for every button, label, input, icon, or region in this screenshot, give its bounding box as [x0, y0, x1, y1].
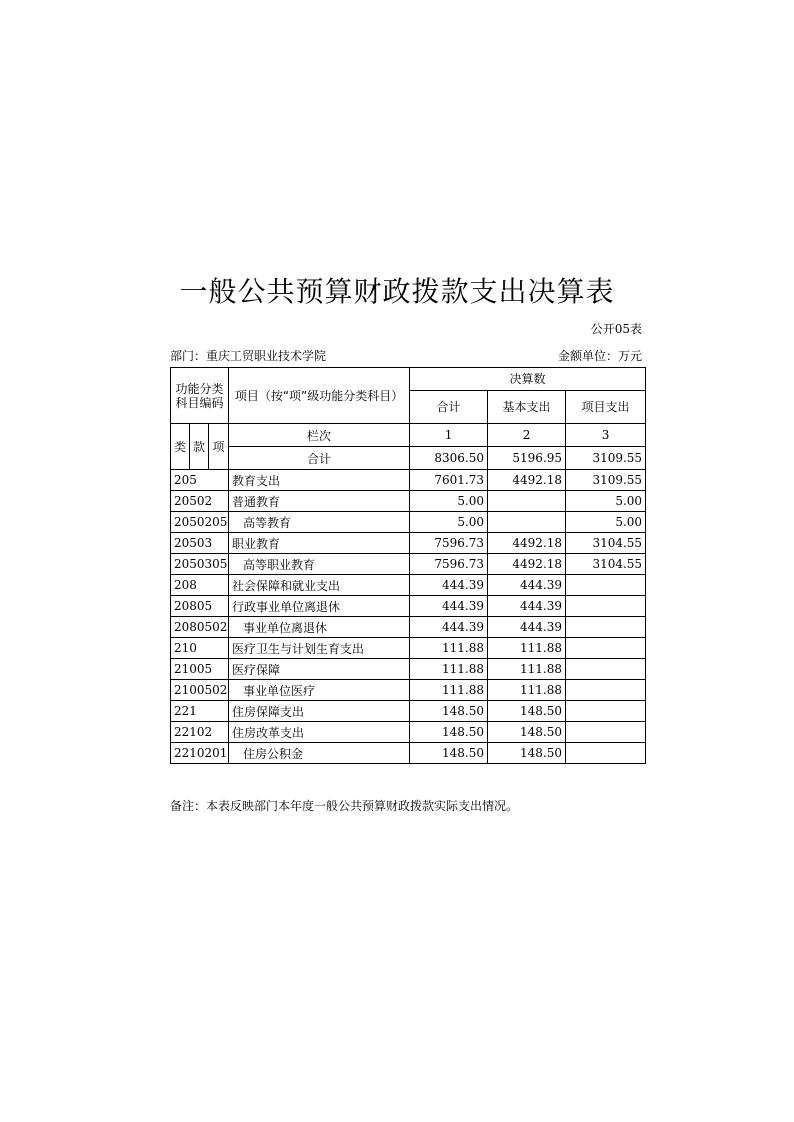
row-basic: 444.39 — [488, 617, 566, 638]
row-basic: 111.88 — [488, 659, 566, 680]
row-project — [566, 617, 646, 638]
row-basic: 444.39 — [488, 575, 566, 596]
row-basic: 4492.18 — [488, 533, 566, 554]
table-row — [171, 554, 646, 575]
row-project — [566, 722, 646, 743]
row-item-name: 社会保障和就业支出 — [229, 575, 410, 596]
row-project: 3104.55 — [566, 554, 646, 575]
row-basic — [488, 491, 566, 512]
table-row — [171, 701, 646, 722]
table-row — [171, 491, 646, 512]
row-code: 221 — [171, 701, 229, 722]
table-row — [171, 512, 646, 533]
xiang-header: 项 — [209, 424, 229, 470]
row-item-name: 住房公积金 — [229, 743, 410, 764]
row-total: 7601.73 — [410, 470, 488, 491]
row-project — [566, 596, 646, 617]
row-project — [566, 638, 646, 659]
row-code: 210 — [171, 638, 229, 659]
row-basic — [488, 512, 566, 533]
column-index-1: 1 — [410, 424, 488, 447]
row-item-name: 事业单位离退休 — [229, 617, 410, 638]
budget-table — [170, 367, 646, 764]
row-project — [566, 575, 646, 596]
row-project: 3104.55 — [566, 533, 646, 554]
lei-header: 类 — [171, 424, 190, 470]
table-row — [171, 743, 646, 764]
sum-row — [171, 447, 646, 470]
row-item-name: 职业教育 — [229, 533, 410, 554]
basic-column-header: 基本支出 — [488, 391, 566, 424]
row-item-name: 住房改革支出 — [229, 722, 410, 743]
row-total: 148.50 — [410, 722, 488, 743]
row-basic: 111.88 — [488, 638, 566, 659]
sum-basic: 5196.95 — [488, 447, 566, 470]
column-index-3: 3 — [566, 424, 646, 447]
table-row — [171, 638, 646, 659]
row-basic: 148.50 — [488, 701, 566, 722]
row-basic: 148.50 — [488, 743, 566, 764]
item-column-header: 项目（按“项”级功能分类科目） — [229, 368, 410, 424]
row-basic: 4492.18 — [488, 470, 566, 491]
row-project: 3109.55 — [566, 470, 646, 491]
row-code: 2100502 — [171, 680, 229, 701]
table-row — [171, 659, 646, 680]
row-project: 5.00 — [566, 491, 646, 512]
table-row — [171, 533, 646, 554]
row-total: 111.88 — [410, 680, 488, 701]
row-basic: 444.39 — [488, 596, 566, 617]
unit-label: 金额单位：万元 — [557, 349, 642, 363]
table-row — [171, 680, 646, 701]
sum-label: 合计 — [229, 447, 410, 470]
row-total: 7596.73 — [410, 554, 488, 575]
footnote: 备注：本表反映部门本年度一般公共预算财政拨款实际支出情况。 — [170, 799, 519, 813]
row-code: 21005 — [171, 659, 229, 680]
sum-total: 8306.50 — [410, 447, 488, 470]
row-total: 7596.73 — [410, 533, 488, 554]
row-basic: 111.88 — [488, 680, 566, 701]
row-item-name: 高等职业教育 — [229, 554, 410, 575]
row-total: 148.50 — [410, 743, 488, 764]
table-row — [171, 722, 646, 743]
row-item-name: 医疗卫生与计划生育支出 — [229, 638, 410, 659]
settlement-group-header: 决算数 — [410, 368, 646, 391]
row-project — [566, 659, 646, 680]
row-code: 2050305 — [171, 554, 229, 575]
table-row — [171, 596, 646, 617]
row-item-name: 行政事业单位离退休 — [229, 596, 410, 617]
row-total: 444.39 — [410, 575, 488, 596]
row-total: 111.88 — [410, 638, 488, 659]
code-group-header: 功能分类科目编码 — [171, 368, 229, 424]
form-code: 公开05表 — [590, 322, 642, 336]
row-code: 205 — [171, 470, 229, 491]
table-row — [171, 470, 646, 491]
row-basic: 148.50 — [488, 722, 566, 743]
row-code: 208 — [171, 575, 229, 596]
row-project — [566, 680, 646, 701]
row-code: 20502 — [171, 491, 229, 512]
column-index-2: 2 — [488, 424, 566, 447]
table-row — [171, 617, 646, 638]
column-index-row — [171, 424, 646, 447]
total-column-header: 合计 — [410, 391, 488, 424]
row-total: 111.88 — [410, 659, 488, 680]
row-total: 444.39 — [410, 596, 488, 617]
sum-project: 3109.55 — [566, 447, 646, 470]
row-code: 22102 — [171, 722, 229, 743]
row-item-name: 医疗保障 — [229, 659, 410, 680]
row-item-name: 教育支出 — [229, 470, 410, 491]
row-item-name: 普通教育 — [229, 491, 410, 512]
row-project — [566, 743, 646, 764]
row-code: 20503 — [171, 533, 229, 554]
row-total: 148.50 — [410, 701, 488, 722]
row-item-name: 高等教育 — [229, 512, 410, 533]
lanci-label: 栏次 — [229, 424, 410, 447]
header-row-1 — [171, 368, 646, 391]
row-total: 5.00 — [410, 512, 488, 533]
row-total: 444.39 — [410, 617, 488, 638]
row-code: 2050205 — [171, 512, 229, 533]
row-project: 5.00 — [566, 512, 646, 533]
project-column-header: 项目支出 — [566, 391, 646, 424]
row-basic: 4492.18 — [488, 554, 566, 575]
page-title: 一般公共预算财政拨款支出决算表 — [179, 275, 615, 308]
row-project — [566, 701, 646, 722]
department-label: 部门：重庆工贸职业技术学院 — [170, 349, 327, 363]
row-code: 2210201 — [171, 743, 229, 764]
kuan-header: 款 — [190, 424, 209, 470]
row-code: 20805 — [171, 596, 229, 617]
row-item-name: 住房保障支出 — [229, 701, 410, 722]
row-code: 2080502 — [171, 617, 229, 638]
row-item-name: 事业单位医疗 — [229, 680, 410, 701]
table-row — [171, 575, 646, 596]
row-total: 5.00 — [410, 491, 488, 512]
